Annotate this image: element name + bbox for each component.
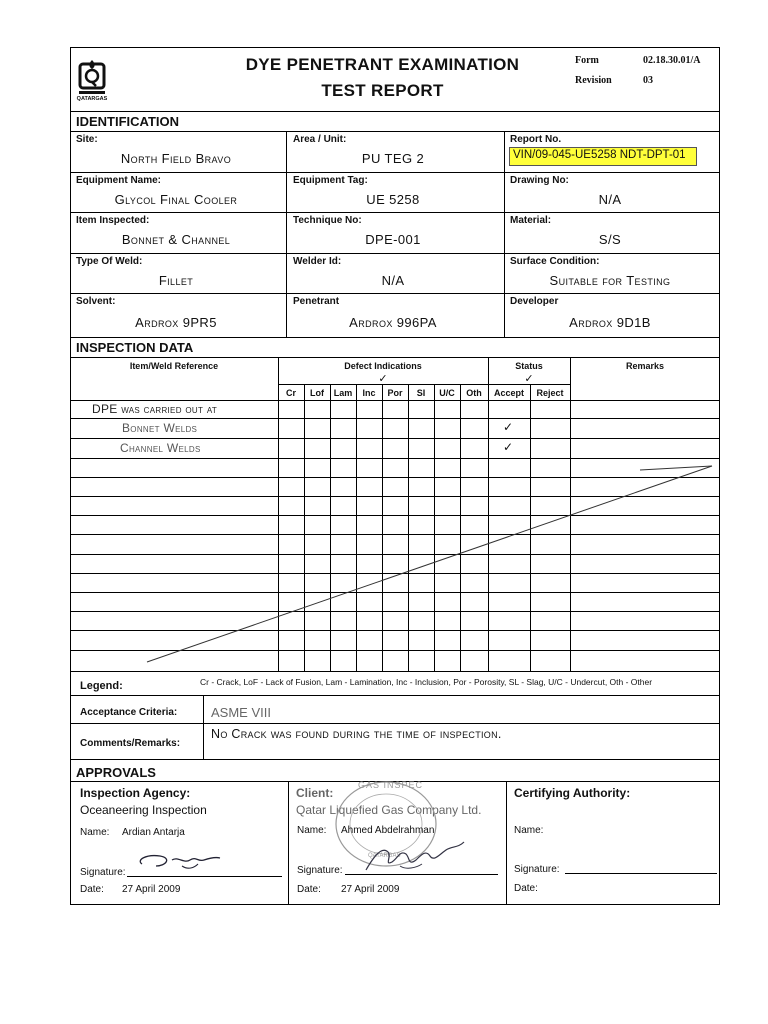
certifying-authority-title: Certifying Authority: <box>514 786 631 800</box>
status-check-mark: ✓ <box>524 373 534 385</box>
form-number: 02.18.30.01/A <box>643 55 701 66</box>
material-value: S/S <box>598 232 622 247</box>
technique-no-label: Technique No: <box>293 215 362 226</box>
weld-type-label: Type Of Weld: <box>76 256 143 267</box>
table-row-ref: Channel Welds <box>120 441 201 455</box>
developer-value: Ardrox 9D1B <box>569 315 651 330</box>
col-header-status: Status <box>515 361 543 371</box>
weld-type-value: Fillet <box>158 273 194 288</box>
defect-code-uc: U/C <box>439 388 455 398</box>
agency-signature-label: Signature: <box>80 867 126 878</box>
divider <box>203 695 204 759</box>
developer-label: Developer <box>510 296 559 307</box>
drawing-no-label: Drawing No: <box>510 175 569 186</box>
client-date-label: Date: <box>297 884 321 895</box>
agency-date-value: 27 April 2009 <box>122 884 181 895</box>
divider <box>70 695 720 696</box>
logo-text: QATARGAS <box>76 96 108 102</box>
authority-name-label: Name: <box>514 825 544 836</box>
acceptance-criteria-value: ASME VIII <box>211 705 271 720</box>
drawing-no-value: N/A <box>598 192 622 207</box>
inspection-agency-title: Inspection Agency: <box>80 786 191 800</box>
site-value: North Field Bravo <box>120 151 232 166</box>
table-row-accept: ✓ <box>503 440 514 454</box>
comments-remarks-value: No Crack was found during the time of inspection. <box>211 727 502 741</box>
welder-id-label: Welder Id: <box>293 256 342 267</box>
status-accept-header: Accept <box>493 388 524 398</box>
site-label: Site: <box>76 134 98 145</box>
identification-heading: IDENTIFICATION <box>76 114 180 129</box>
authority-signature-line <box>565 873 717 874</box>
equipment-name-value: Glycol Final Cooler <box>114 192 238 207</box>
client-stamp-bottom-text: QATARGAS <box>368 853 401 859</box>
revision-number: 03 <box>643 75 653 86</box>
defect-code-lof: Lof <box>310 388 324 398</box>
defect-code-inc: Inc <box>362 388 376 398</box>
client-org: Qatar Liquefied Gas Company Ltd. <box>296 803 482 817</box>
col-header-item-weld-reference: Item/Weld Reference <box>129 361 219 371</box>
defect-code-por: Por <box>387 388 403 398</box>
area-unit-label: Area / Unit: <box>293 134 347 145</box>
material-label: Material: <box>510 215 552 226</box>
defect-code-lam: Lam <box>333 388 353 398</box>
col-header-remarks: Remarks <box>625 361 665 371</box>
inspection-data-heading: INSPECTION DATA <box>76 340 194 355</box>
welder-id-value: N/A <box>381 273 405 288</box>
divider <box>70 723 720 724</box>
client-name-label: Name: <box>297 825 327 836</box>
legend-label: Legend: <box>80 680 123 692</box>
item-inspected-label: Item Inspected: <box>76 215 150 226</box>
defect-code-oth: Oth <box>466 388 482 398</box>
client-name-value: Ahmed Abdelrahman <box>341 825 435 836</box>
report-no-value: VIN/09-045-UE5258 NDT-DPT-01 <box>513 149 686 161</box>
status-reject-header: Reject <box>536 388 564 398</box>
client-title: Client: <box>296 786 334 800</box>
legend-text: Cr - Crack, LoF - Lack of Fusion, Lam - Lamination, Inc - Inclusion, Por - Porosity, SL - Slag, U/C - Undercut, Oth - Other <box>200 677 653 687</box>
acceptance-criteria-label: Acceptance Criteria: <box>80 707 178 718</box>
inspection-agency-org: Oceaneering Inspection <box>80 803 207 817</box>
report-no-label: Report No. <box>510 134 562 145</box>
col-header-defect-indications: Defect Indications <box>344 361 422 371</box>
agency-signature-line <box>127 876 282 877</box>
defect-code-cr: Cr <box>285 388 296 398</box>
authority-date-label: Date: <box>514 883 538 894</box>
penetrant-value: Ardrox 996PA <box>349 315 437 330</box>
agency-signature-icon <box>132 848 222 876</box>
area-unit-value: PU TEG 2 <box>361 151 425 166</box>
table-row-ref: Bonnet Welds <box>122 421 198 435</box>
equipment-name-label: Equipment Name: <box>76 175 162 186</box>
equipment-tag-value: UE 5258 <box>366 192 420 207</box>
agency-name-value: Ardian Antarja <box>122 827 185 838</box>
table-row-ref: DPE was carried out at <box>92 402 218 416</box>
approvals-heading: APPROVALS <box>76 765 156 780</box>
revision-label: Revision <box>575 75 612 86</box>
defect-code-si: SI <box>416 388 426 398</box>
agency-name-label: Name: <box>80 827 110 838</box>
report-title-line1: DYE PENETRANT EXAMINATION <box>245 55 520 74</box>
table-row-accept: ✓ <box>503 420 514 434</box>
client-stamp-top-text: GAS INSPEC <box>358 780 424 790</box>
technique-no-value: DPE-001 <box>365 232 421 247</box>
client-signature-icon <box>360 836 470 876</box>
penetrant-label: Penetrant <box>293 296 340 307</box>
defect-check-mark: ✓ <box>378 373 388 385</box>
agency-date-label: Date: <box>80 884 104 895</box>
client-date-value: 27 April 2009 <box>341 884 400 895</box>
divider <box>70 759 720 760</box>
surface-condition-label: Surface Condition: <box>510 256 600 267</box>
form-label: Form <box>575 55 599 66</box>
comments-remarks-label: Comments/Remarks: <box>80 738 181 749</box>
solvent-value: Ardrox 9PR5 <box>135 315 217 330</box>
solvent-label: Solvent: <box>76 296 116 307</box>
report-title-line2: TEST REPORT <box>321 81 444 100</box>
surface-condition-value: Suitable for Testing <box>549 273 671 288</box>
divider <box>506 781 507 905</box>
equipment-tag-label: Equipment Tag: <box>293 175 368 186</box>
divider <box>288 781 289 905</box>
item-inspected-value: Bonnet & Channel <box>121 232 231 247</box>
authority-signature-label: Signature: <box>514 864 560 875</box>
client-signature-label: Signature: <box>297 865 343 876</box>
